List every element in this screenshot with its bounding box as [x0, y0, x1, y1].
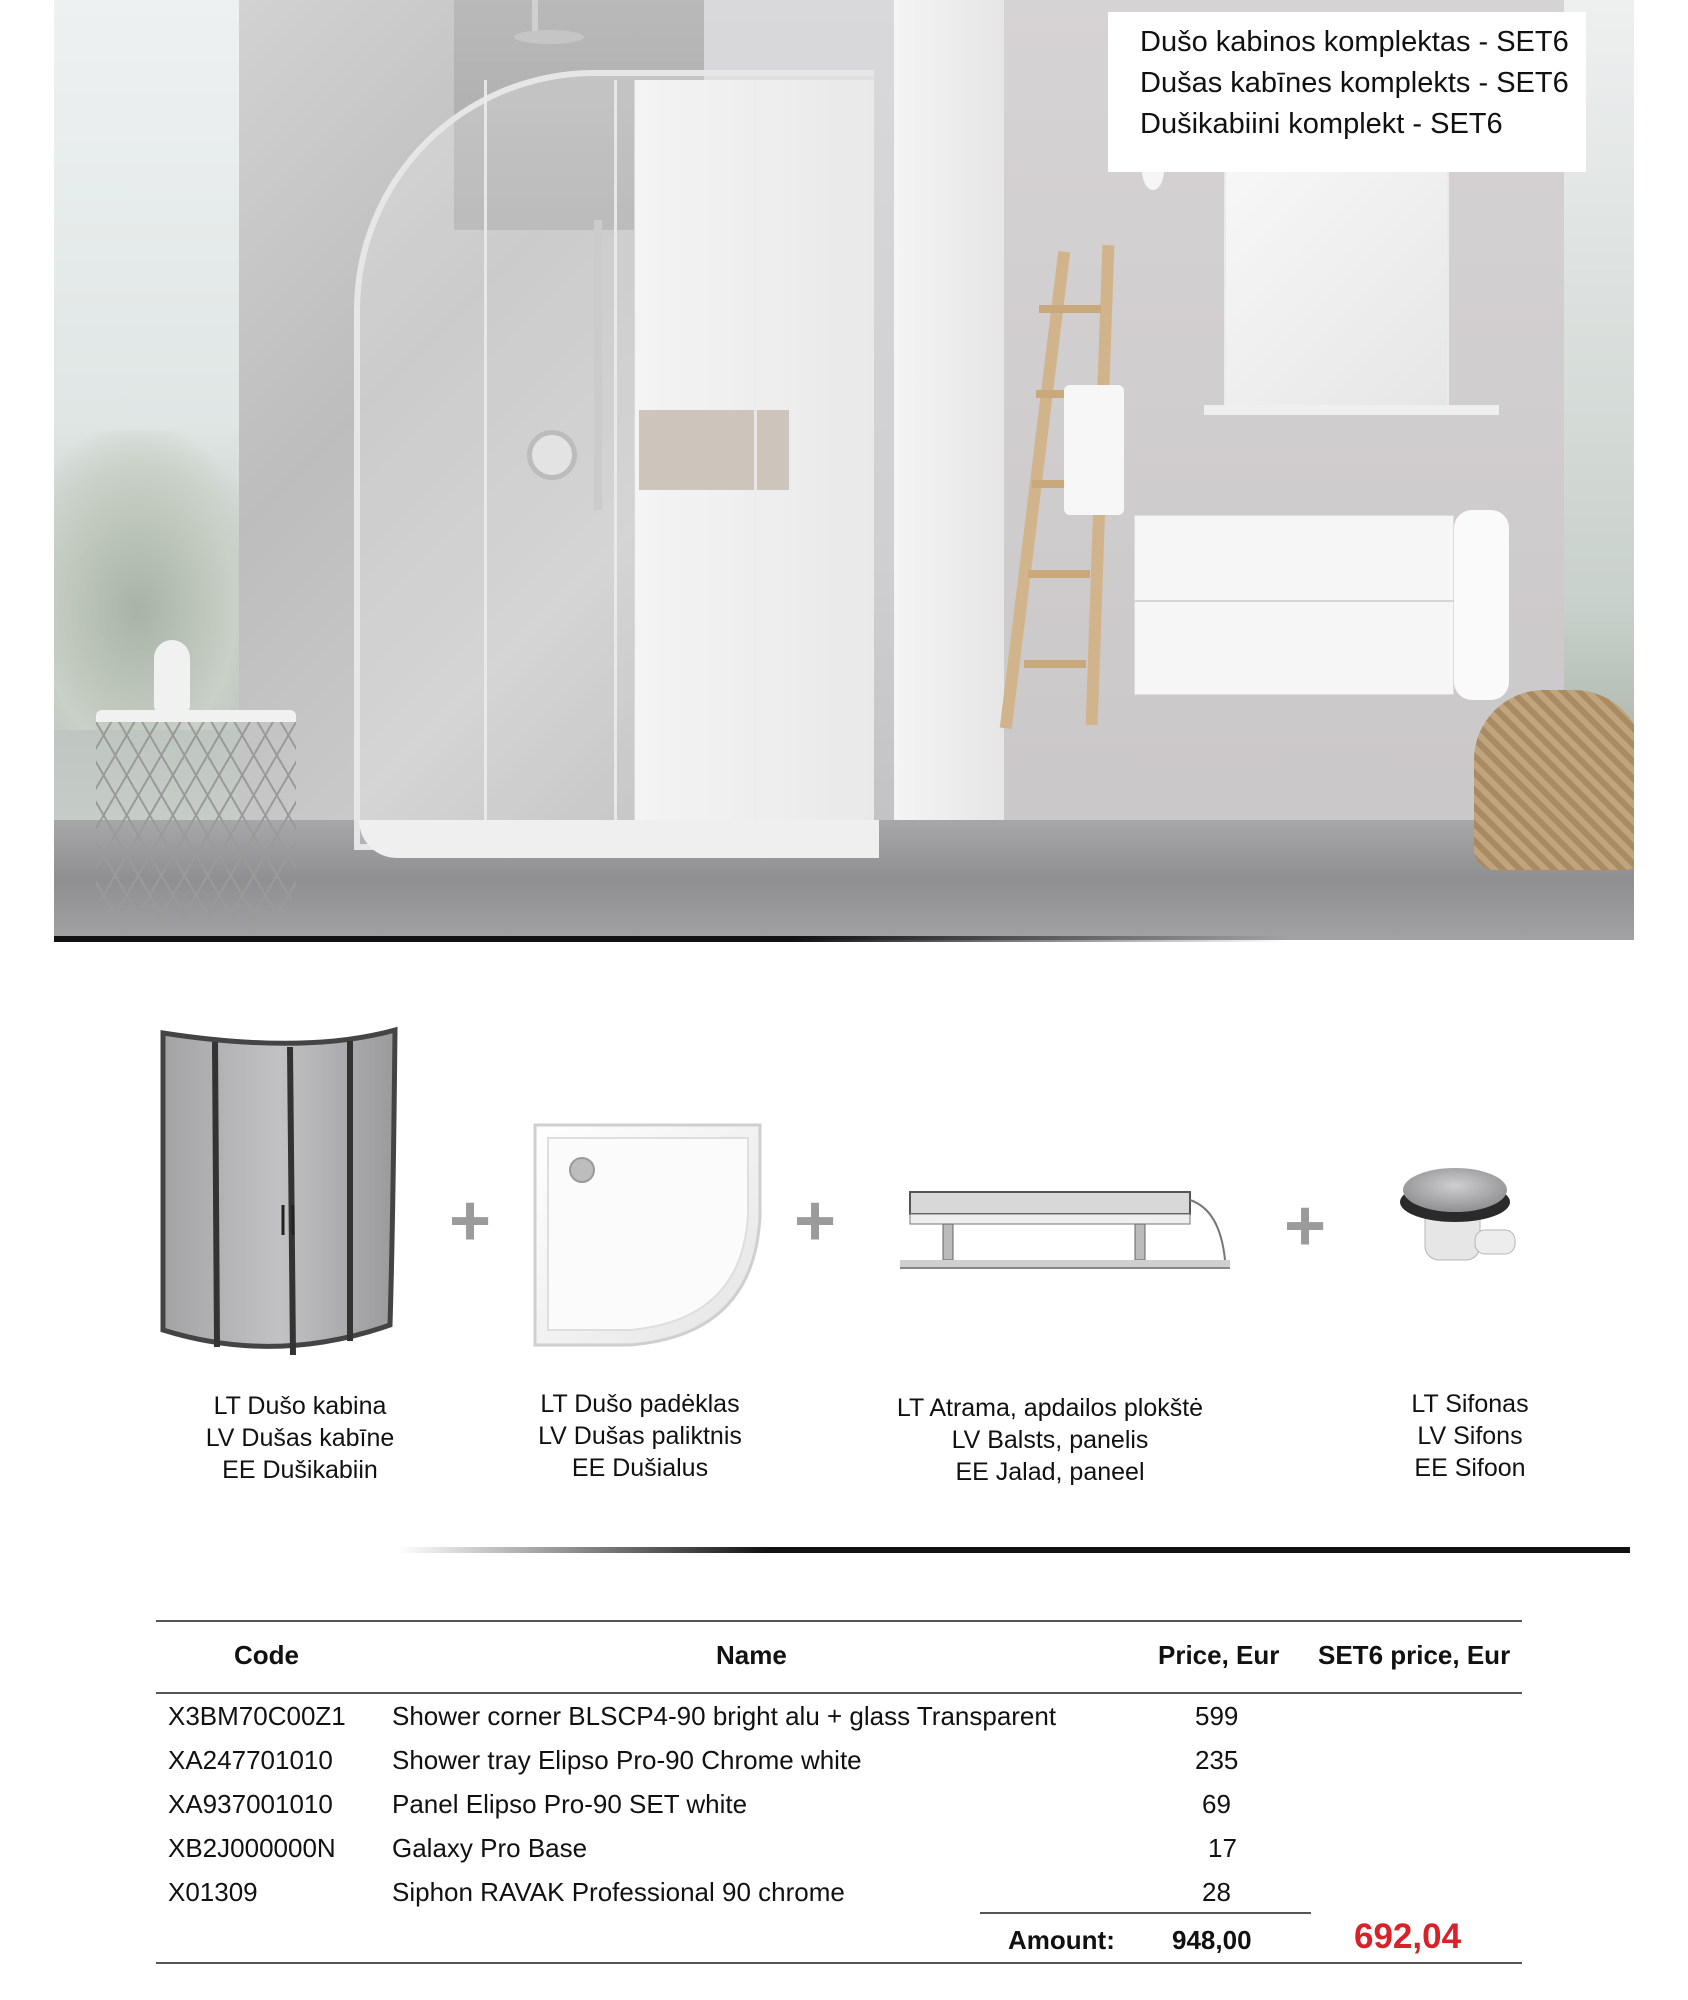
glass-edge	[614, 80, 617, 840]
cell-code: X3BM70C00Z1	[168, 1701, 346, 1731]
vanity-drawer-line	[1134, 600, 1454, 602]
vanity-unit	[1134, 515, 1454, 695]
caption-line-lt: LT Dušo padėklas	[540, 1390, 740, 1418]
caption-line-lt: LT Sifonas	[1411, 1390, 1529, 1418]
amount-total: 948,00	[1172, 1925, 1252, 1955]
table-top-rule	[156, 1620, 1522, 1622]
hero-underline	[54, 936, 1286, 942]
caption-line-lv: LV Dušas kabīne	[205, 1424, 395, 1452]
caption-line-ee: EE Dušialus	[571, 1454, 709, 1482]
set-title-lv: Dušas kabīnes komplekts - SET6	[1140, 67, 1569, 99]
amount-label: Amount:	[1008, 1925, 1115, 1955]
cell-name: Siphon RAVAK Professional 90 chrome	[392, 1877, 845, 1907]
caption-line-ee: EE Dušikabiin	[222, 1456, 378, 1484]
towel	[1064, 385, 1124, 515]
cell-price: 28	[1202, 1877, 1231, 1907]
caption-line-lv: LV Dušas paliktnis	[538, 1422, 742, 1450]
shower-cabin-icon	[155, 1025, 405, 1365]
ladder-rung	[1039, 305, 1101, 313]
header-name: Name	[716, 1640, 787, 1670]
caption-line-lv: LV Balsts, panelis	[951, 1426, 1149, 1454]
price-total-rule	[980, 1912, 1311, 1914]
shower-tray-photo	[359, 820, 879, 858]
ladder-rung	[1024, 660, 1086, 668]
cell-name: Galaxy Pro Base	[392, 1833, 588, 1863]
header-set-price: SET6 price, Eur	[1318, 1640, 1511, 1670]
cell-name: Shower tray Elipso Pro-90 Chrome white	[392, 1745, 862, 1775]
cell-price: 69	[1202, 1789, 1231, 1819]
set-title-ee: Dušikabiini komplekt - SET6	[1140, 108, 1503, 140]
vase	[154, 640, 190, 712]
mirror-shelf	[1204, 405, 1499, 415]
glass-edge	[754, 80, 757, 840]
cell-name: Panel Elipso Pro-90 SET white	[392, 1789, 748, 1819]
wall-pillar	[894, 0, 1004, 860]
set-title-lt: Dušo kabinos komplektas - SET6	[1140, 26, 1569, 58]
plus-icon: +	[448, 1181, 492, 1261]
wicker-basket	[1474, 690, 1634, 870]
caption-line-lt: LT Atrama, apdailos plokštė	[896, 1394, 1204, 1422]
set-price-total: 692,04	[1354, 1917, 1462, 1956]
towel	[1454, 510, 1509, 700]
caption-line-lv: LV Sifons	[1417, 1422, 1523, 1450]
caption-siphon	[1380, 1388, 1560, 1484]
header-price: Price, Eur	[1158, 1640, 1280, 1670]
cell-name: Shower corner BLSCP4-90 bright alu + glass Transparent	[392, 1701, 1057, 1731]
cell-code: XA247701010	[168, 1745, 333, 1775]
cell-code: XA937001010	[168, 1789, 333, 1819]
caption-support-panel	[870, 1392, 1230, 1488]
ladder-rung	[1028, 570, 1090, 578]
plus-icon: +	[1283, 1186, 1327, 1266]
cell-code: XB2J000000N	[168, 1833, 336, 1863]
caption-shower-cabin	[175, 1390, 425, 1486]
shower-tray-icon	[530, 1120, 765, 1350]
mirror	[1224, 170, 1449, 410]
cell-price: 599	[1195, 1701, 1239, 1731]
cell-price: 17	[1208, 1833, 1237, 1863]
table-header-rule	[156, 1692, 1522, 1694]
cell-price: 235	[1195, 1745, 1239, 1775]
wire-side-table	[96, 710, 296, 920]
caption-line-lt: LT Dušo kabina	[213, 1392, 387, 1420]
table-bottom-rule	[156, 1962, 1522, 1964]
caption-shower-tray	[520, 1388, 760, 1484]
cell-code: X01309	[168, 1877, 258, 1907]
caption-line-ee: EE Jalad, paneel	[955, 1458, 1145, 1486]
section-divider	[398, 1547, 1630, 1553]
plus-icon: +	[793, 1181, 837, 1261]
set-title-box	[1108, 12, 1586, 172]
glass-edge	[484, 80, 487, 840]
header-code: Code	[234, 1640, 299, 1670]
support-panel-icon	[895, 1180, 1235, 1290]
siphon-icon	[1395, 1160, 1525, 1280]
caption-line-ee: EE Sifoon	[1414, 1454, 1526, 1482]
shower-head-icon	[514, 30, 584, 44]
